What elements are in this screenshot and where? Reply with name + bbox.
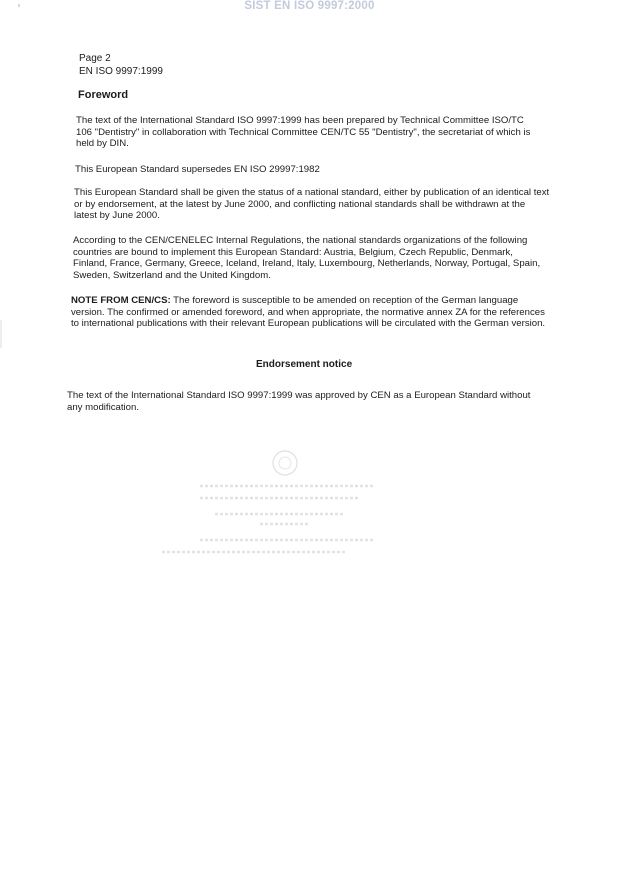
standard-number: EN ISO 9997:1999 xyxy=(79,66,163,77)
foreword-paragraph-1: The text of the International Standard ISO 9997:1999 has been prepared by Technical Committee ISO/TC 106 "Dentistry" in collaboration with Technical Committee CEN/TC 55 "Dentistry", the secretariat of which is held by DIN. xyxy=(76,115,531,150)
foreword-paragraph-4: According to the CEN/CENELEC Internal Regulations, the national standards organizations of the following countries are bound to implement this European Standard: Austria, Belgium, Czech Republic, Denmark, Finland, France, Germany, Greece, Iceland, Ireland, Italy, Luxembourg, Netherlands, Norway, Portugal, Spain, Sweden, Switzerland and the United Kingdom. xyxy=(73,235,541,281)
foreword-heading: Foreword xyxy=(78,89,129,101)
endorsement-paragraph: The text of the International Standard ISO 9997:1999 was approved by CEN as a European Standard without any modification. xyxy=(67,390,531,413)
foreword-paragraph-3: This European Standard shall be given the status of a national standard, either by publication of an identical text or by endorsement, at the latest by June 2000, and conflicting national standards shall be withdrawn at the latest by June 2000. xyxy=(74,187,550,222)
note-label: NOTE FROM CEN/CS: xyxy=(71,295,171,306)
scan-speck xyxy=(18,4,20,7)
endorsement-heading: Endorsement notice xyxy=(256,359,353,370)
note-paragraph xyxy=(71,295,547,330)
watermark: SIST EN ISO 9997:2000 xyxy=(244,0,375,12)
note-text: The foreword is susceptible to be amended on reception of the German language version. The confirmed or amended foreword, and when appropriate, the normative annex ZA for the references to international publications with their relevant European publications will be circulated with the German version. xyxy=(71,295,546,330)
page-number: Page 2 xyxy=(79,53,111,64)
faint-seal-stamp-image xyxy=(160,448,390,558)
page-header xyxy=(79,52,163,78)
scan-edge-shadow xyxy=(0,320,2,348)
foreword-paragraph-2: This European Standard supersedes EN ISO 29997:1982 xyxy=(75,164,320,175)
